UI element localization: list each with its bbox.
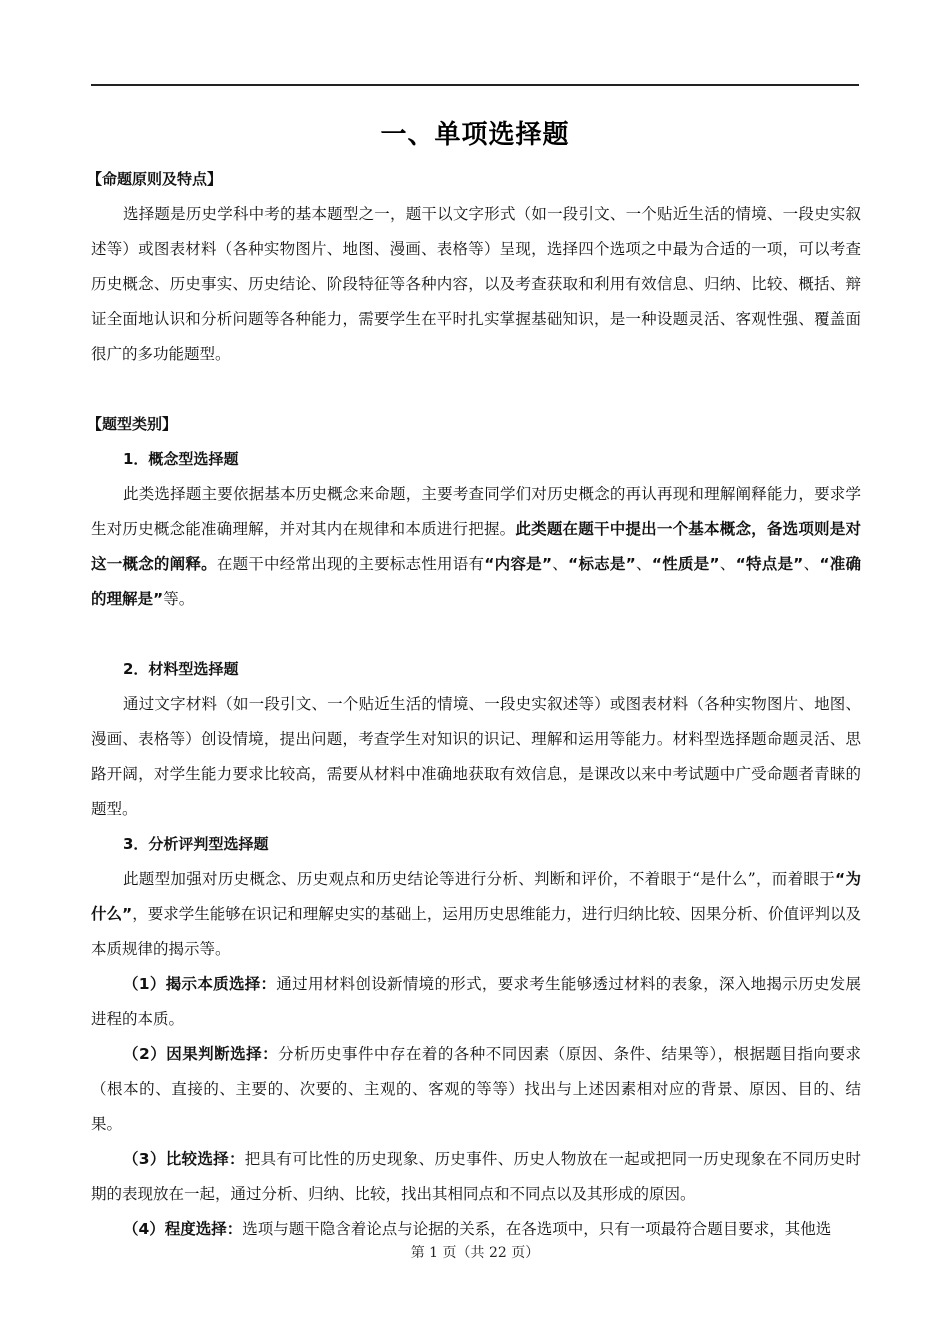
list-item-comparison: （3）比较选择：把具有可比性的历史现象、历史事件、历史人物放在一起或把同一历史现象在不同历史时期的表现放在一起，通过分析、归纳、比较，找出其相同点和不同点以及其形成的原因。 bbox=[91, 1150, 861, 1203]
paragraph-material-type: 通过文字材料（如一段引文、一个贴近生活的情境、一段史实叙述等）或图表材料（各种实物图片、地图、漫画、表格等）创设情境，提出问题，考查学生对知识的识记、理解和运用等能力。材料型选择题命题灵活、思路开阔，对学生能力要求比较高，需要从材料中准确地获取有效信息，是课改以来中考试题中广受命题者青睐的题型。 bbox=[91, 695, 861, 818]
spacer bbox=[91, 372, 861, 407]
header-rule bbox=[91, 84, 859, 86]
subheading-concept-type: 1．概念型选择题 bbox=[123, 450, 239, 468]
document-body bbox=[87, 162, 861, 1247]
page-title: 一、单项选择题 bbox=[380, 120, 570, 150]
page-footer: 第 1 页（共 22 页） bbox=[410, 1245, 540, 1261]
subheading-analysis-type: 3．分析评判型选择题 bbox=[123, 835, 269, 853]
paragraph-principles: 选择题是历史学科中考的基本题型之一，题干以文字形式（如一段引文、一个贴近生活的情境、一段史实叙述等）或图表材料（各种实物图片、地图、漫画、表格等）呈现，选择四个选项之中最为合适的一项，可以考查历史概念、历史事实、历史结论、阶段特征等各种内容，以及考查获取和利用有效信息、归纳、比较、概括、辩证全面地认识和分析问题等各种能力，需要学生在平时扎实掌握基础知识，是一种设题灵活、客观性强、覆盖面很广的多功能题型。 bbox=[91, 205, 861, 363]
list-item-cause-effect: （2）因果判断选择：分析历史事件中存在着的各种不同因素（原因、条件、结果等），根据题目指向要求（根本的、直接的、主要的、次要的、主观的、客观的等等）找出与上述因素相对应的背景、原因、目的、结果。 bbox=[91, 1045, 861, 1133]
subheading-material-type: 2．材料型选择题 bbox=[123, 660, 239, 678]
paragraph-concept-type: 此类选择题主要依据基本历史概念来命题，主要考查同学们对历史概念的再认再现和理解阐释能力，要求学生对历史概念能准确理解，并对其内在规律和本质进行把握。此类题在题干中提出一个基本概念，备选项则是对这一概念的阐释。在题干中经常出现的主要标志性用语有“内容是”、“标志是”、“性质是”、“特点是”、“准确的理解是”等。 bbox=[91, 485, 861, 608]
list-item-essence: （1）揭示本质选择：通过用材料创设新情境的形式，要求考生能够透过材料的表象，深入地揭示历史发展进程的本质。 bbox=[91, 975, 861, 1028]
paragraph-analysis-type: 此题型加强对历史概念、历史观点和历史结论等进行分析、判断和评价，不着眼于“是什么”，而着眼于“为什么”，要求学生能够在识记和理解史实的基础上，运用历史思维能力，进行归纳比较、因果分析、价值评判以及本质规律的揭示等。 bbox=[91, 870, 861, 958]
section-heading-principles: 【命题原则及特点】 bbox=[87, 170, 223, 188]
list-item-degree: （4）程度选择：选项与题干隐含着论点与论据的关系，在各选项中，只有一项最符合题目要求，其他选 bbox=[123, 1220, 832, 1238]
section-heading-types: 【题型类别】 bbox=[87, 415, 178, 433]
spacer bbox=[91, 617, 861, 652]
